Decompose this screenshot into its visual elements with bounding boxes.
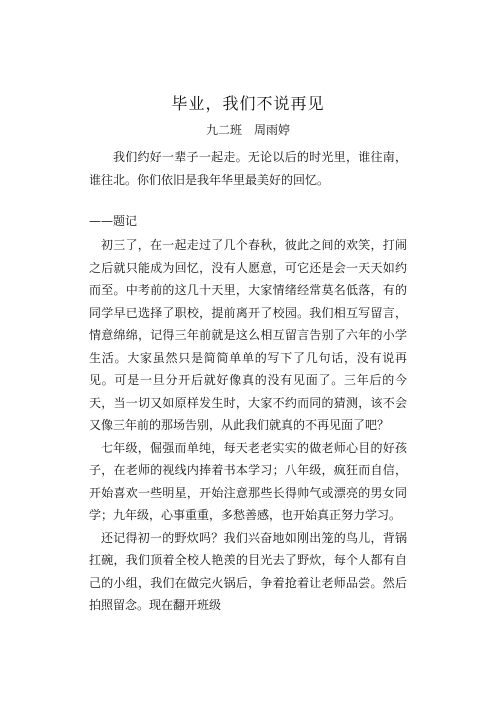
preface-epigraph: 我们约好一辈子一起走。无论以后的时光里，谁往南，谁往北。你们依旧是我年华里最美好的回忆。 <box>89 150 407 187</box>
body-paragraph-1: 初三了，在一起走过了几个春秋，彼此之间的欢笑，打闹之后就只能成为回忆，没有人愿意，可它还是会一天天如约而至。中考前的这几十天里，大家情绪经常莫名低落，有的同学早已选择了职校，提前离开了校园。我们相互写留言，情意绵绵，记得三年前就是这么相互留言告别了六年的小学生活。大家虽然只是简简单单的写下了几句话，没有说再见。可是一旦分开后就好像真的没有见面了。三年后的今天，当一切又如原样发生时，大家不约而同的猜测，该不会又像三年前的那场告别，从此我们就真的不再见面了吧？ <box>89 238 407 432</box>
essay-body <box>89 234 407 617</box>
essay-title: 毕业，我们不说再见 <box>171 94 325 113</box>
body-paragraph-3: 还记得初一的野炊吗？我们兴奋地如刚出笼的鸟儿，背锅扛碗，我们顶着全校人艳羡的目光去了野炊，每个人都有自己的小组，我们在做完火锅后，争着抢着让老师品尝。然后拍照留念。现在翻开班级 <box>89 530 407 612</box>
preface-signature: ——题记 <box>89 214 138 228</box>
body-paragraph-2: 七年级，倔强而单纯，每天老老实实的做老师心目的好孩子，在老师的视线内捧着书本学习；八年级，疯狂而自信，开始喜欢一些明星，开始注意那些长得帅气或漂亮的男女同学；九年级，心事重重，多愁善感，也开始真正努力学习。 <box>89 440 407 522</box>
author-line: 九二班 周雨婷 <box>205 123 290 137</box>
